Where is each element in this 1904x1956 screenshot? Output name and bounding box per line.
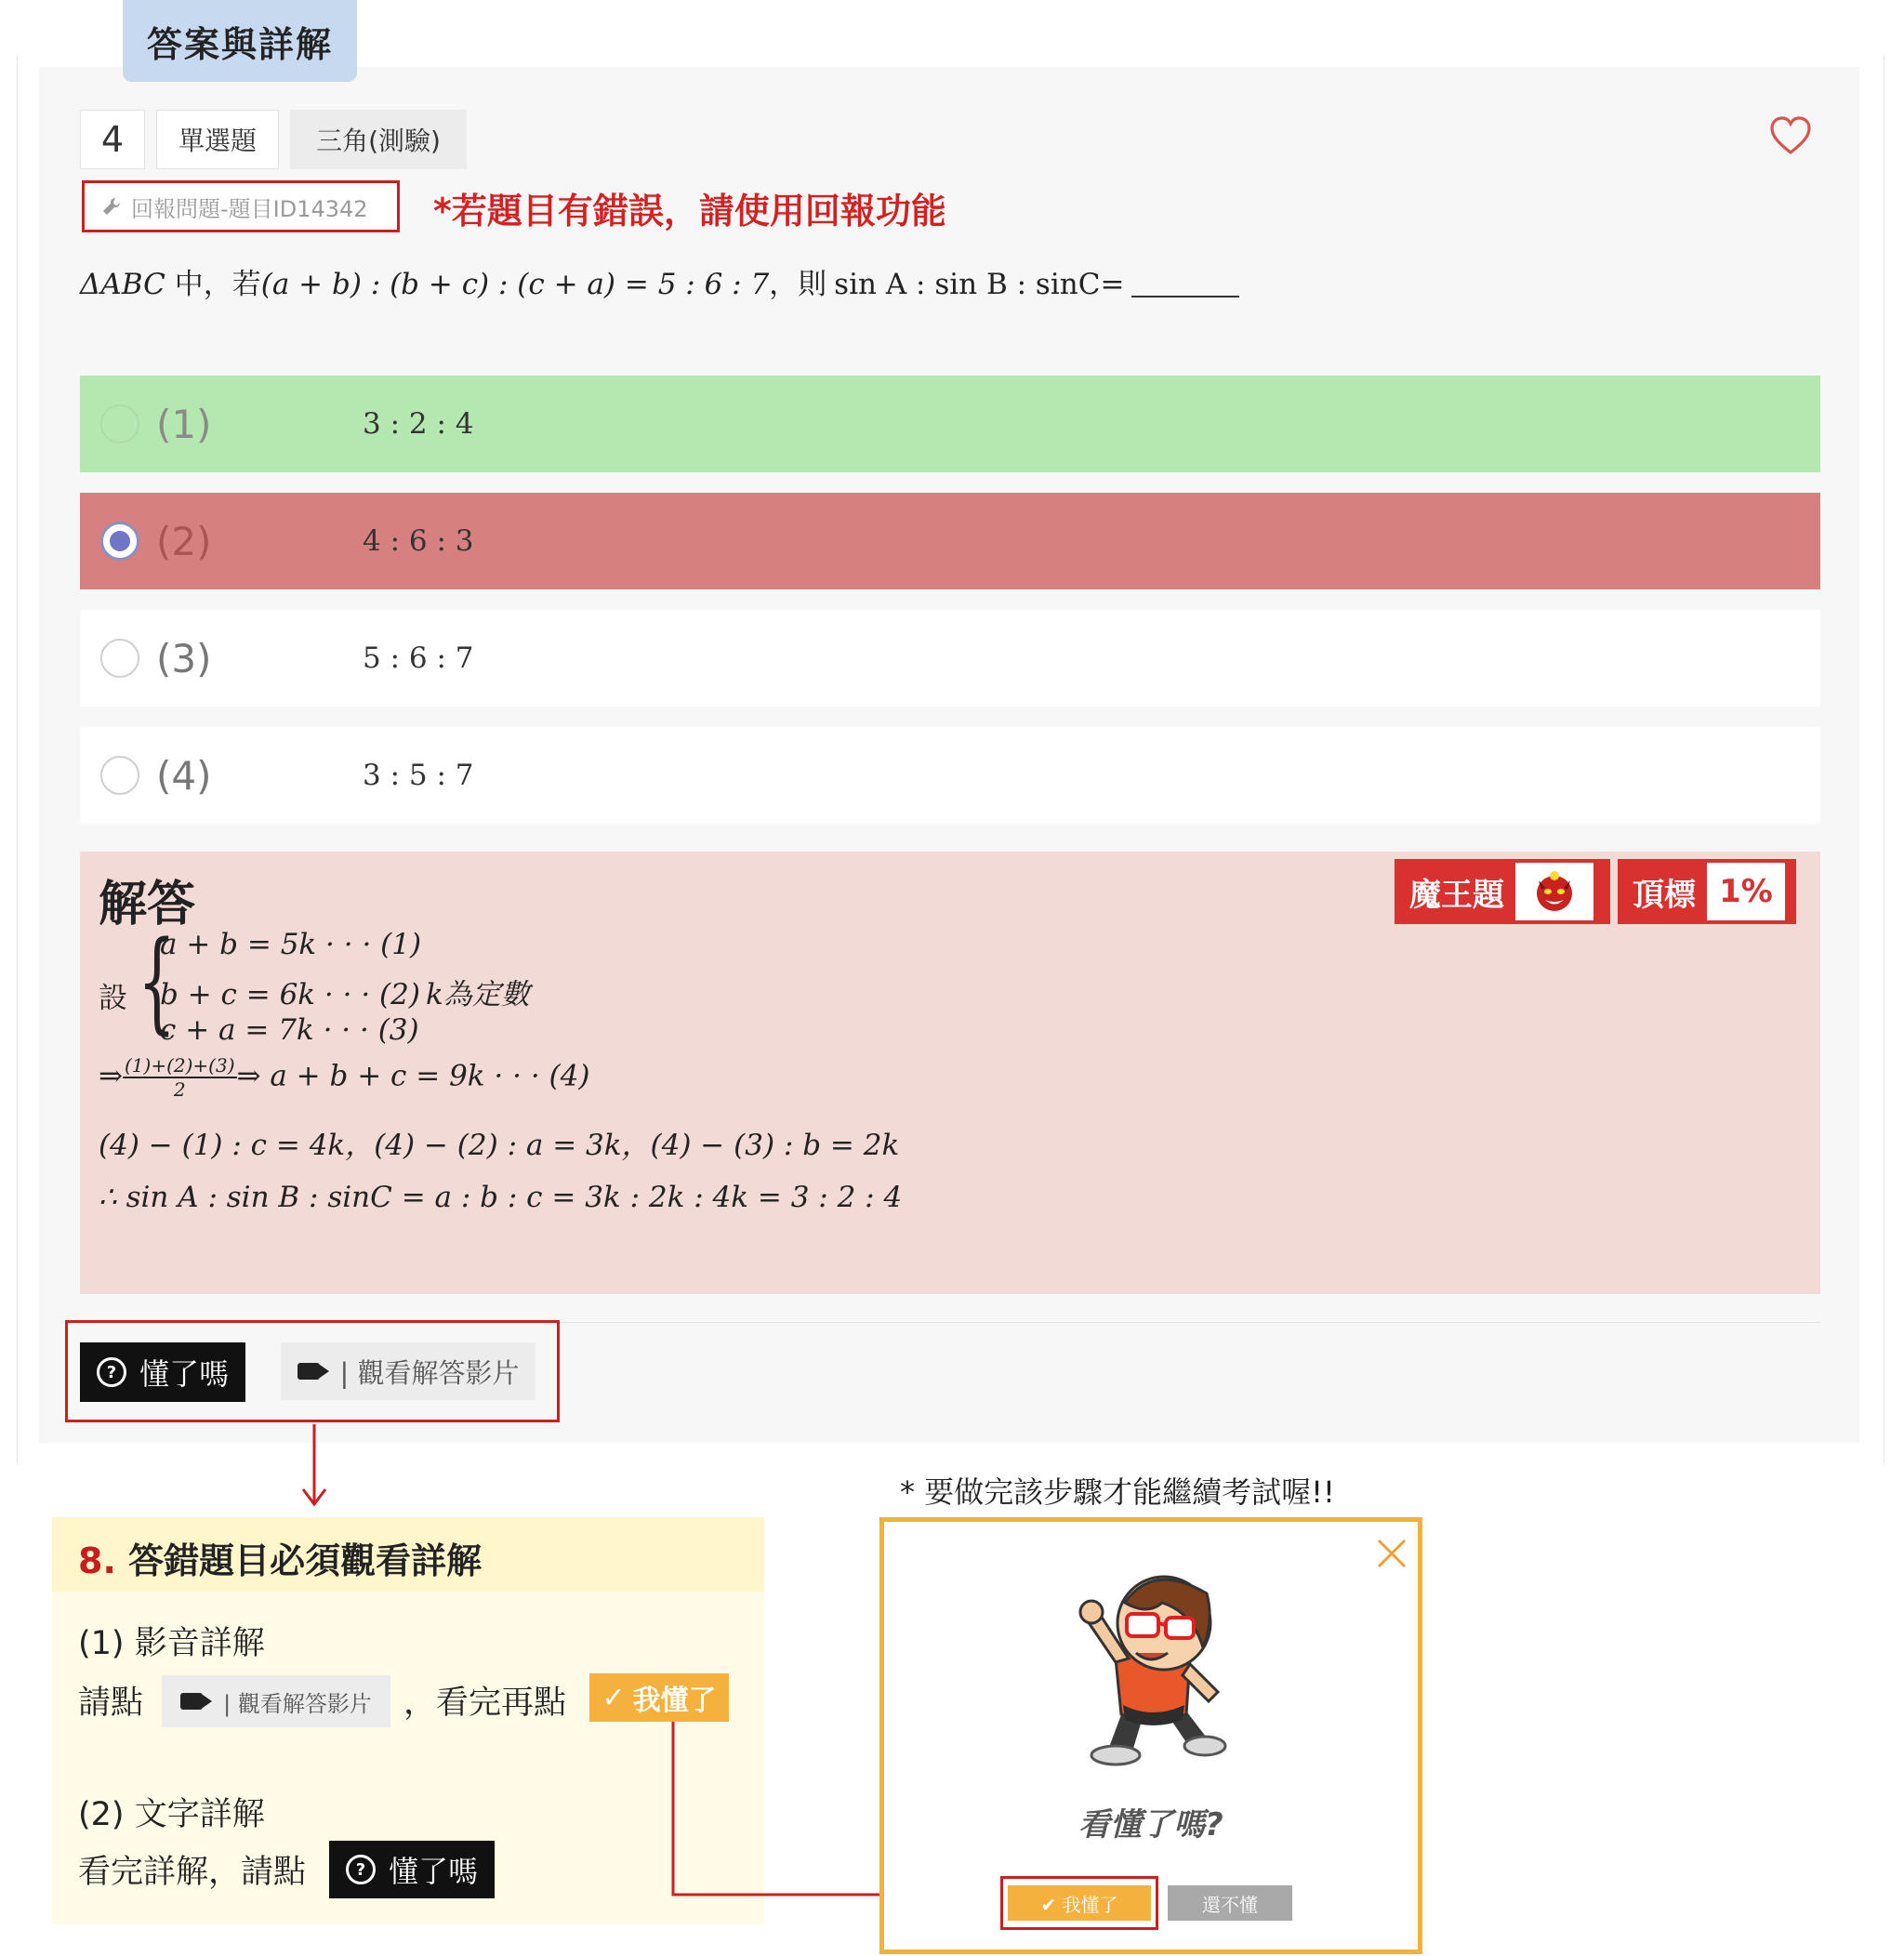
option-label: (4) bbox=[156, 752, 212, 799]
boss-question-badge bbox=[1395, 859, 1610, 924]
question-type-chip: 單選題 bbox=[156, 110, 279, 169]
top-score-badge bbox=[1618, 859, 1796, 924]
understand-label: 懂了嗎 bbox=[139, 1356, 229, 1392]
sum-line bbox=[99, 1054, 589, 1101]
check-icon: ✓ bbox=[602, 1681, 626, 1714]
option-label: (2) bbox=[156, 518, 212, 564]
equation-3: c + a = 7k · · · (3) bbox=[160, 1013, 419, 1047]
option-value: 4 : 6 : 3 bbox=[363, 524, 474, 558]
left-border bbox=[17, 56, 18, 1463]
option-label: (1) bbox=[156, 401, 212, 447]
equation-brace: { bbox=[138, 917, 177, 1045]
text-guide-title: (2) 文字詳解 bbox=[78, 1796, 265, 1833]
option-value: 3 : 2 : 4 bbox=[363, 407, 474, 441]
devil-icon bbox=[1515, 863, 1593, 920]
section-tab: 答案與詳解 bbox=[123, 0, 357, 82]
option-radio[interactable] bbox=[100, 639, 139, 678]
difference-line: (4) − (1) : c = 4k，(4) − (2) : a = 3k，(4) − (3) : b = 2k bbox=[99, 1129, 900, 1162]
down-arrow bbox=[296, 1424, 333, 1510]
option-value: 3 : 5 : 7 bbox=[363, 759, 474, 792]
equation-1: a + b = 5k · · · (1) bbox=[160, 928, 422, 961]
stem-text-2: ，則 bbox=[769, 268, 827, 301]
watch-video-label: | 觀看解答影片 bbox=[339, 1356, 520, 1389]
i-understand-sample-button bbox=[589, 1673, 729, 1722]
solution-title: 解答 bbox=[99, 877, 196, 932]
option-radio[interactable] bbox=[100, 756, 139, 795]
option-1[interactable] bbox=[80, 376, 1820, 472]
modal-not-yet-button[interactable]: 還不懂 bbox=[1168, 1885, 1292, 1921]
text-guide-prefix: 看完詳解，請點 bbox=[78, 1854, 307, 1891]
top-badge-label: 頂標 bbox=[1633, 876, 1696, 914]
modal-question: 看懂了嗎? bbox=[1078, 1806, 1223, 1844]
boss-badge-label: 魔王題 bbox=[1409, 876, 1504, 914]
option-radio-selected[interactable] bbox=[100, 522, 139, 561]
stem-target: sin A : sin B : sinC= bbox=[834, 268, 1125, 301]
understand-sample-label: 懂了嗎 bbox=[388, 1854, 478, 1889]
question-stem bbox=[80, 260, 1239, 302]
report-warning: *若題目有錯誤，請使用回報功能 bbox=[433, 191, 946, 231]
watch-video-button[interactable] bbox=[281, 1342, 536, 1400]
option-3[interactable] bbox=[80, 610, 1820, 707]
video-guide-title: (1) 影音詳解 bbox=[78, 1625, 265, 1662]
topic-chip: 三角(測驗) bbox=[290, 110, 467, 169]
favorite-heart-icon[interactable] bbox=[1768, 113, 1813, 158]
video-guide-button-label: | 觀看解答影片 bbox=[223, 1690, 372, 1717]
option-value: 5 : 6 : 7 bbox=[363, 641, 474, 675]
video-guide-mid: ，看完再點 bbox=[403, 1685, 567, 1722]
understand-sample-button bbox=[329, 1841, 495, 1898]
mascot-illustration bbox=[1051, 1566, 1255, 1779]
step-title-text: 答錯題目必須觀看詳解 bbox=[128, 1540, 483, 1581]
step-number: 8. bbox=[78, 1540, 116, 1581]
report-label: 回報問題-題目ID14342 bbox=[131, 195, 368, 222]
equation-2-note: k為定數 bbox=[425, 978, 530, 1011]
stem-text-1: 中，若 bbox=[165, 268, 261, 301]
option-4[interactable] bbox=[80, 727, 1820, 824]
close-icon[interactable] bbox=[1376, 1538, 1408, 1569]
modal-note: * 要做完該步驟才能繼續考試喔!! bbox=[900, 1474, 1335, 1510]
wrench-icon bbox=[101, 196, 122, 217]
stem-ratio: (a + b) : (b + c) : (c + a) = 5 : 6 : 7 bbox=[260, 268, 770, 301]
implies-symbol: ⇒ bbox=[99, 1059, 123, 1093]
sum-fraction bbox=[123, 1054, 237, 1101]
set-label: 設 bbox=[99, 982, 127, 1015]
option-label: (3) bbox=[156, 635, 212, 681]
i-understand-sample-label: 我懂了 bbox=[632, 1685, 717, 1717]
question-number: 4 bbox=[80, 110, 145, 169]
option-2[interactable] bbox=[80, 493, 1820, 589]
video-guide-button bbox=[162, 1675, 390, 1727]
report-problem-button[interactable] bbox=[82, 180, 400, 232]
question-circle-icon: ? bbox=[346, 1855, 376, 1884]
question-circle-icon: ? bbox=[97, 1357, 126, 1387]
video-guide-prefix: 請點 bbox=[78, 1685, 144, 1722]
stem-triangle: ΔABC bbox=[80, 268, 165, 301]
video-camera-icon bbox=[298, 1363, 320, 1380]
equation-2: b + c = 6k · · · (2) bbox=[160, 978, 420, 1011]
option-radio[interactable] bbox=[100, 404, 139, 443]
fraction-denominator: 2 bbox=[173, 1078, 186, 1101]
answer-blank bbox=[1131, 296, 1239, 297]
equation-2-row bbox=[160, 971, 530, 1012]
fraction-numerator: (1)+(2)+(3) bbox=[124, 1054, 235, 1077]
understand-button[interactable] bbox=[80, 1342, 245, 1402]
top-badge-value: 1% bbox=[1707, 863, 1785, 920]
modal-understood-button[interactable]: ✔ 我懂了 bbox=[1008, 1885, 1151, 1921]
step-title bbox=[78, 1532, 482, 1583]
conclusion-line: ∴ sin A : sin B : sinC = a : b : c = 3k : 2k : 4k = 3 : 2 : 4 bbox=[99, 1181, 903, 1214]
video-camera-icon bbox=[180, 1693, 203, 1710]
sum-result: ⇒ a + b + c = 9k · · · (4) bbox=[236, 1059, 590, 1093]
